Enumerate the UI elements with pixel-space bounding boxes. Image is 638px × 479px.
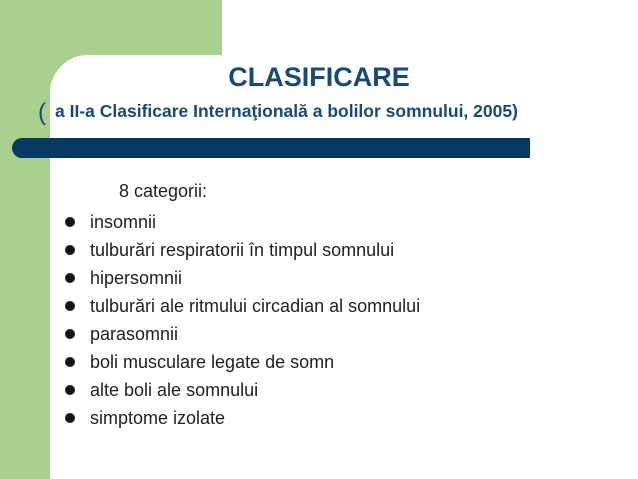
list-item — [63, 320, 420, 348]
list-item-text: alte boli ale somnului — [90, 379, 259, 400]
bullet-icon — [65, 273, 75, 283]
bullet-icon — [65, 217, 75, 227]
bullet-icon — [65, 385, 75, 395]
slide-subtitle — [38, 96, 518, 124]
bullet-icon — [65, 413, 75, 423]
list-item — [63, 348, 420, 376]
list-item — [63, 292, 420, 320]
title-underline-bar — [12, 138, 530, 158]
list-item — [63, 376, 420, 404]
bullet-icon — [65, 245, 75, 255]
list-item — [63, 404, 420, 432]
category-list — [63, 208, 420, 432]
bullet-icon — [65, 357, 75, 367]
subtitle-text: a II-a Clasificare Internaţională a bolilor somnului, 2005) — [55, 101, 518, 121]
subtitle-open-paren: ( — [38, 99, 46, 126]
categories-intro: 8 categorii: — [119, 181, 208, 201]
bullet-icon — [65, 329, 75, 339]
list-item — [63, 264, 420, 292]
list-item-text: boli musculare legate de somn — [90, 351, 335, 372]
slide-title: CLASIFICARE — [228, 62, 410, 92]
list-item-text: simptome izolate — [90, 407, 226, 428]
list-item-text: hipersomnii — [90, 267, 183, 288]
list-item — [63, 208, 420, 236]
list-item-text: parasomnii — [90, 323, 179, 344]
bullet-icon — [65, 301, 75, 311]
list-item-text: tulburări respiratorii în timpul somnului — [90, 239, 395, 260]
list-item — [63, 236, 420, 264]
list-item-text: insomnii — [90, 211, 157, 232]
list-item-text: tulburări ale ritmului circadian al somnului — [90, 295, 421, 316]
